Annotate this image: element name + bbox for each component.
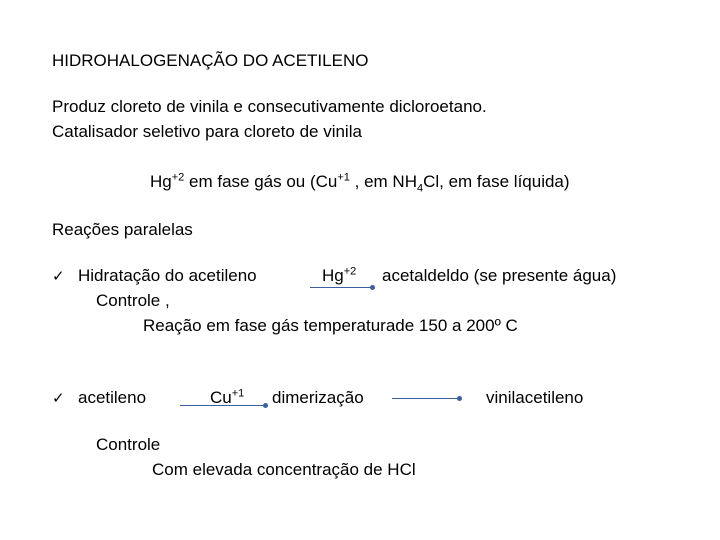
reaction1-control-detail: Reação em fase gás temperaturade 150 a 200º C (143, 316, 518, 335)
reaction1-reactant: Hidratação do acetileno (78, 266, 257, 285)
page-title: HIDROHALOGENAÇÃO DO ACETILENO (52, 51, 369, 70)
reaction1-catalyst (322, 266, 356, 286)
catalyst-hg: Hg (150, 172, 172, 191)
catalyst-text-3: Cl, em fase líquida) (423, 172, 570, 191)
reaction2-reactant: acetileno (78, 388, 147, 407)
reaction2-control-label: Controle (96, 435, 161, 454)
checkmark-icon: ✓ (52, 389, 65, 407)
catalyst-hg-charge: +2 (171, 171, 185, 184)
reaction2-arrow-1 (180, 405, 265, 406)
reaction1-control-label: Controle , (96, 291, 170, 310)
reaction2-product: vinilacetileno (486, 388, 584, 407)
checkmark-icon: ✓ (52, 267, 65, 285)
intro-line-2: Catalisador seletivo para cloreto de vinila (52, 122, 362, 141)
reaction1-arrow (310, 287, 372, 288)
reaction1-catalyst-charge: +2 (343, 265, 357, 278)
reaction2-middle: dimerização (272, 388, 364, 407)
reaction2-catalyst-charge: +1 (231, 387, 245, 400)
parallel-reactions-heading: Reações paralelas (52, 220, 193, 239)
reaction2-catalyst-base: Cu (210, 388, 232, 407)
catalyst-text-1: em fase gás ou (Cu (184, 172, 338, 191)
catalyst-text-2: , em NH (349, 172, 417, 191)
catalyst-nh-subscript: 4 (416, 182, 424, 195)
intro-line-1: Produz cloreto de vinila e consecutivamente dicloroetano. (52, 97, 487, 116)
reaction2-control-detail: Com elevada concentração de HCl (152, 460, 416, 479)
catalyst-cu-charge: +1 (337, 171, 350, 184)
reaction1-product: acetaldeldo (se presente água) (382, 266, 617, 285)
catalyst-line (150, 171, 570, 195)
reaction1-catalyst-base: Hg (322, 266, 344, 285)
reaction2-arrow-2 (392, 398, 459, 399)
